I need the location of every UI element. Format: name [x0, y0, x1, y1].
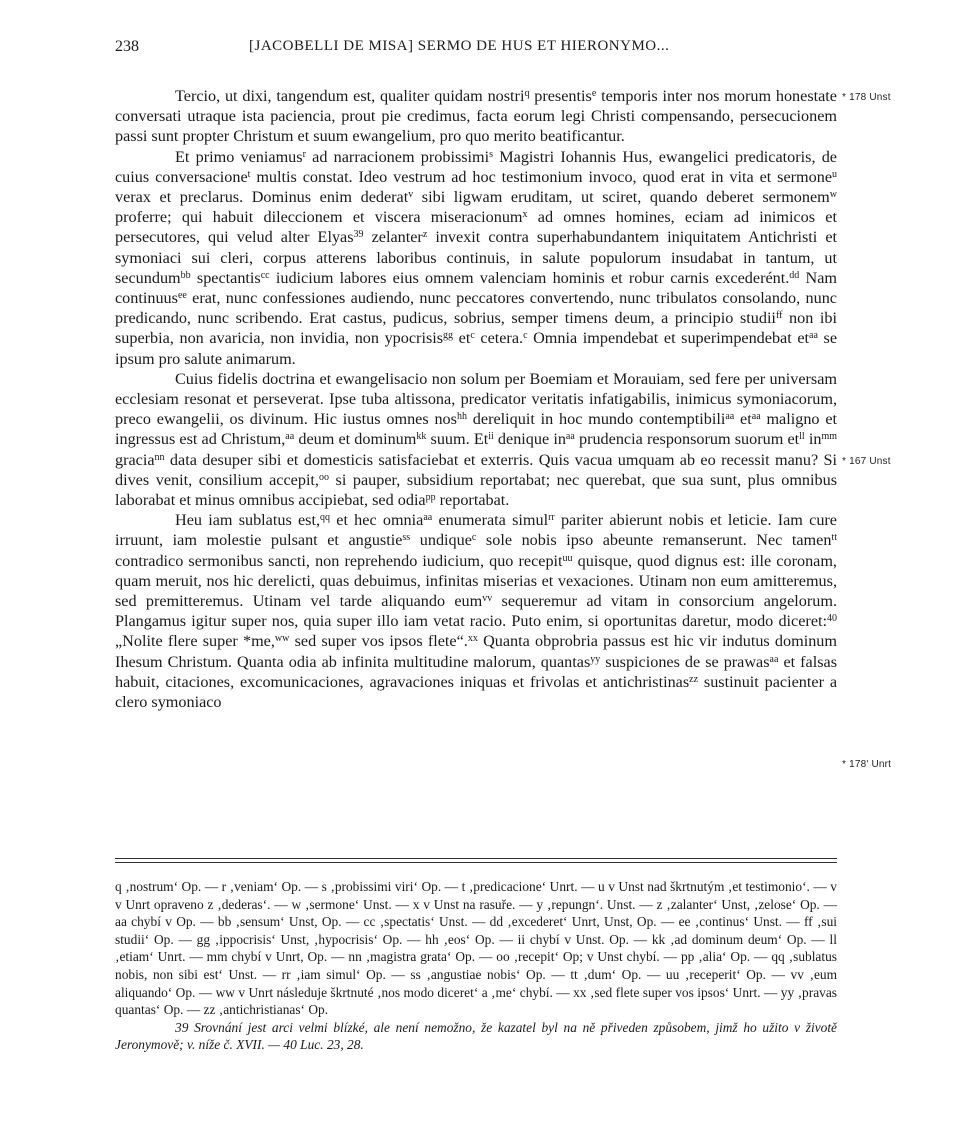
footnote-mark: ff — [775, 310, 783, 322]
footnotes — [115, 878, 837, 1054]
footnote-mark: aa — [285, 431, 295, 443]
footnote-mark: cc — [260, 269, 270, 281]
footnote-mark: bb — [180, 269, 191, 281]
footnote-rule — [115, 858, 837, 859]
footnote-mark: aa — [565, 431, 575, 443]
footnote-mark: vv — [482, 593, 493, 605]
footnote-mark: z — [422, 229, 428, 241]
footnote-mark: 40 — [827, 613, 837, 625]
footnote-mark: gg — [443, 330, 454, 342]
margin-note-3: * 178' Unrt — [842, 759, 892, 770]
paragraph: Tercio, ut dixi, tangendum est, qualiter quidam nostri$^q$ presentis$^e$ temporis inter nos morum honestate conversati utraque ista paciencia, prout pie credimus, facta eorum legi Christi compensando, persecucionem passi sunt propter Christum et suum ewangelium, pro quo merito beatificantur. — [115, 87, 837, 146]
footnote-mark: tt — [831, 532, 837, 544]
footnote-mark: aa — [751, 411, 761, 423]
footnote-mark: c — [523, 330, 528, 342]
footnote-mark: ss — [402, 532, 411, 544]
running-title: [JACOBELLI DE MISA] SERMO DE HUS ET HIERONYMO... — [249, 38, 670, 54]
paragraph: Et primo veniamus$^r$ ad narracionem probissimi$^s$ Magistri Iohannis Hus, ewangelici predicatoris, de cuius conversacione$^t$ multis constat. Ideo vestrum ad hoc testimonium invoco, quod erat in vita et sermone$^u$ verax et preclarus. Dominus enim dederat$^v$ sibi ligwam eruditam, ut sciret, quando deberet sermonem$^w$ proferre; qui habuit dileccionem et viscera miseracionum$^x$ ad omnes homines, eciam ad inimicos et persecutores, qui velud alter Elyas$^{39}$ zelanter$^z$ invexit contra superhabundantem iniquitatem Antichristi et symoniaci sui cleri, corpus atterens laboribus continuis, in salute populorum insudabat in tantum, ut secundum$^{bb}$ spectantis$^{cc}$ iudicium labores eius omnem valenciam hominis et robur carnis excederént.$^{dd}$ Nam continuus$^{ee}$ erat, nunc confessiones audiendo, nunc peccatores convertendo, nunc tribulatos consolando, nunc predicando, nunc scribendo. Erat castus, pudicus, sobrius, semper timens deum, a principio studii$^{ff}$ non ibi superbia, non avaricia, non invidia, non ypocrisis$^{gg}$ $et^c$ cetera.$^c$ Omnia impendebat et superimpendebat $et^{aa}$ se ipsum pro salute animarum. — [115, 147, 838, 368]
footnote-mark: ee — [177, 290, 187, 302]
footnote-mark: 39 — [353, 229, 364, 241]
footnote-mark: s — [489, 148, 494, 160]
footnote-mark: aa — [423, 512, 433, 524]
footnote-mark: xx — [467, 633, 478, 645]
critical-apparatus: q ‚nostrum‘ Op. — r ‚veniam‘ Op. — s ‚probissimi viri‘ Op. — t ‚predicacione‘ Unrt. — u v Unst nad škrtnutým ‚et testimonio‘. — v v Unrt opraveno z ‚dederas‘. — w ‚sermone‘ Unst. — x v Unst na rasuře. — y ‚repungn‘. Unst. — z ‚zalanter‘ Unst, ‚zelose‘ Op. — aa chybí v Op. — bb ‚sensum‘ Unst, Op. — cc ‚spectatis‘ Unst. — dd ‚excederet‘ Unrt, Unst, Op. — ee ‚continus‘ Unst. — ff ‚sui studii‘ Op. — gg ‚ippocrisis‘ Unst, ‚hypocrisis‘ Op. — hh ‚eos‘ Op. — ii chybí v Unst. Op. — kk ‚ad dominum deum‘ Op. — ll ‚etiam‘ Unrt. — mm chybí v Unrt, Op. — nn ‚magistra grata‘ Op. — oo ‚recepit‘ Op; v Unst chybí. — pp ‚alia‘ Op. — qq ‚sublatus nobis, non sibi est‘ Unst. — rr ‚iam simul‘ Op. — ss ‚angustiae nobis‘ Op. — tt ‚dum‘ Op. — uu ‚receperit‘ Op. — vv ‚eum aliquando‘ Op. — ww v Unrt následuje škrtnuté ‚nos modo diceret‘ a ‚me‘ chybí. — xx ‚sed flete super vos ipsos‘ Unrt. — yy ‚pravas quantas‘ Op. — zz ‚antichristianas‘ Op. — [115, 879, 837, 1018]
footnote-mark: rr — [548, 512, 555, 524]
footnote-mark: c — [470, 330, 475, 342]
main-text — [115, 86, 837, 712]
footnote-mark: kk — [416, 431, 427, 443]
footnote-mark: qq — [320, 512, 331, 524]
footnote-mark: w — [829, 189, 837, 201]
page-number: 238 — [115, 38, 139, 55]
paragraph: Heu iam sublatus est,$^{qq}$ et hec omnia$^{aa}$ enumerata simul$^{rr}$ pariter abierunt nobis et leticie. Iam cure irruunt, iam molestie pulsant et angustie$^{ss}$ undique$^c$ sole nobis ipso abeunte remanserunt. Nec tamen$^{tt}$ contradico sermonibus sancti, non reprehendo iudicium, quo recepit$^{uu}$ quisque, quod dignus est: ille coronam, quam meruit, nos hic derelicti, quas debuimus, infinitas miserias et vexaciones. Utinam non eum amitteremus, sed premitteremus. Utinam vel tarde aliquando eum$^{vv}$ sequeremur ad vitam in consorcium angelorum. Plangamus igitur super nos, quia super illo iam vetat racio. Puto enim, si oportunitas daretur, modo diceret:$^{40}$ „Nolite flere super *me,$^{ww}$ sed super vos ipsos flete“.$^{xx}$ Quanta obprobria passus est hic vir indutus dominum Ihesum Christum. Quanta odia ab infinita multitudine malorum, quantas$^{yy}$ suspiciones de se prawas$^{aa}$ et falsas habuit, citaciones, excomunicaciones, agravaciones iniquas et frivolas et antichristinas$^{zz}$ sustinuit pacienter a clero symoniaco — [115, 511, 838, 712]
footnote-mark: x — [522, 209, 528, 221]
footnote-mark: c — [471, 532, 477, 544]
footnote-mark: aa — [809, 330, 818, 342]
footnote-mark: v — [408, 189, 414, 201]
commentary-note: 39 Srovnání jest arci velmi blízké, ale není nemožno, že kazatel byl na ně přiveden způsobem, jimž ho užito v životě Jeronymově; v. níže č. XVII. — 40 Luc. 23, 28. — [115, 1019, 837, 1053]
running-header — [115, 38, 835, 60]
footnote-mark: yy — [590, 653, 601, 665]
margin-note-1: * 178 Unst — [842, 92, 891, 103]
footnote-mark: aa — [725, 411, 735, 423]
footnote-mark: e — [591, 88, 597, 99]
paragraph: Cuius fidelis doctrina et ewangelisacio non solum per Boemiam et Morauiam, sed fere per universam ecclesiam resonat et perseverat. Ipse tuba altissona, predicator veritatis infatigabilis, inimicus symoniacorum, preco ewangelii, os divinum. Hic iustus omnes nos$^{hh}$ dereliquit in hoc mundo contemptibili$^{aa}$ $et^{aa}$ maligno et ingressus est ad Christum,$^{aa}$ deum et dominum$^{kk}$ suum. Et$^{ii}$ denique $in^{aa}$ prudencia responsorum suorum $et^{ll}$ $in^{mm}$ gracia$^{nn}$ data desuper sibi et domesticis satisfaciebat et exterris. Quis vacua umquam ab eo recessit manu? Si dives venit, consilium accepit,$^{oo}$ si pauper, subsidium reportabat; nec querebat, que sua sunt, plus omnibus laborabat et minus omnibus accipiebat, sed odia$^{pp}$ reportabat. — [115, 369, 838, 510]
footnote-rule-secondary — [115, 862, 837, 863]
footnote-mark: aa — [769, 653, 779, 665]
margin-note-2: * 167 Unst — [842, 456, 891, 467]
footnote-mark: r — [302, 148, 306, 160]
footnote-mark: zz — [689, 673, 699, 685]
footnote-mark: mm — [821, 431, 838, 443]
footnote-mark: hh — [456, 411, 467, 423]
footnote-mark: dd — [789, 269, 800, 281]
footnote-mark: uu — [562, 552, 573, 564]
footnote-mark: ww — [274, 633, 290, 645]
footnote-mark: ii — [488, 431, 494, 443]
footnote-mark: t — [247, 168, 251, 180]
footnote-mark: q — [524, 88, 530, 99]
footnote-mark: u — [832, 168, 838, 180]
footnote-mark: nn — [154, 451, 165, 463]
footnote-mark: oo — [318, 471, 329, 483]
footnote-mark: pp — [425, 492, 436, 504]
footnote-mark: ll — [799, 431, 805, 443]
